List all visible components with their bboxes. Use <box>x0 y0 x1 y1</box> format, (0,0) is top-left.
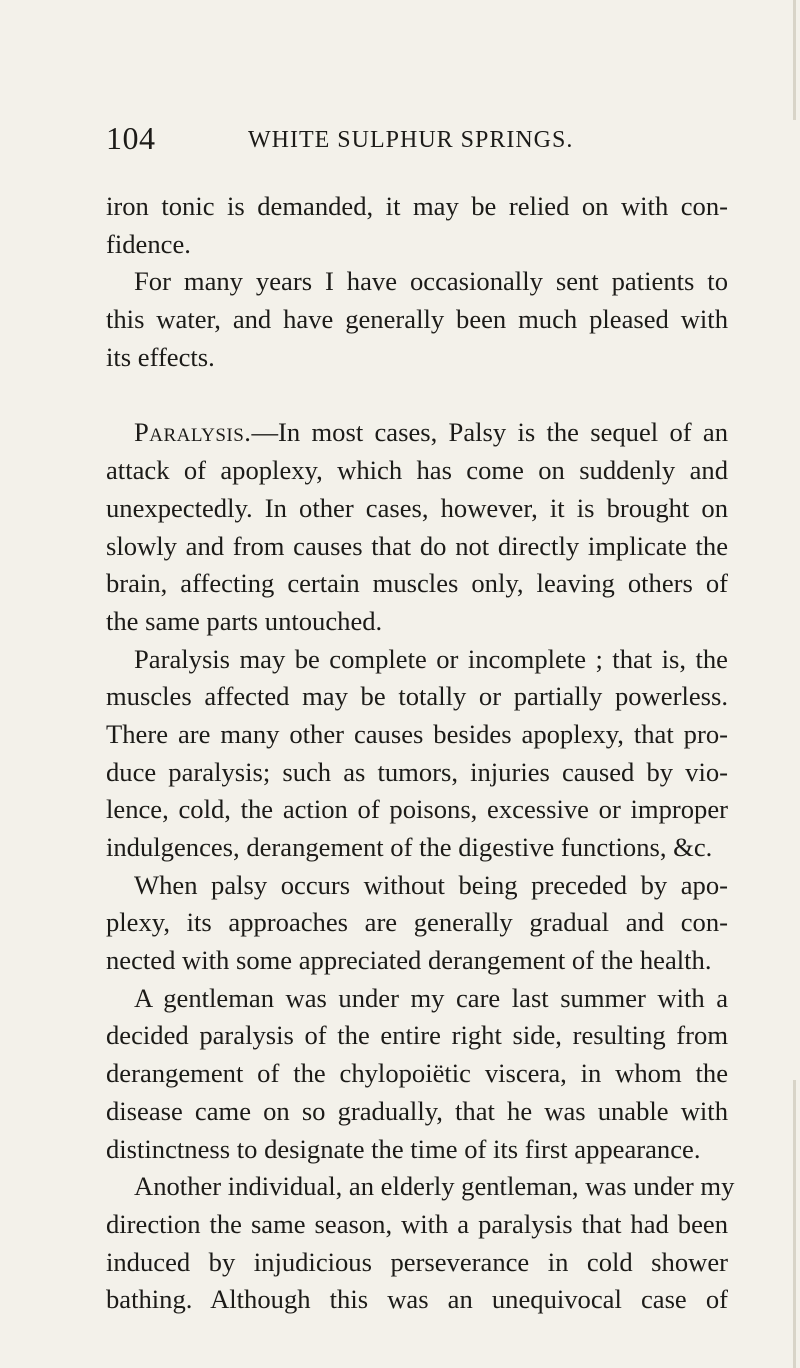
text-line: this water, and have generally been much pleased with <box>106 304 728 335</box>
body-text <box>106 188 735 1319</box>
text-line: brain, affecting certain muscles only, leaving others of <box>106 568 728 599</box>
page-edge-shadow <box>793 1080 796 1368</box>
text-line: indulgences, derangement of the digestive functions, &c. <box>106 832 713 862</box>
text-line: Paralysis may be complete or incomplete ; that is, the <box>134 643 728 674</box>
text-line: direction the same season, with a paralysis that had been <box>106 1208 728 1239</box>
text-line: plexy, its approaches are generally gradual and con- <box>106 907 728 938</box>
running-head <box>106 116 726 160</box>
text-line: For many years I have occasionally sent patients to <box>134 266 728 297</box>
text-line: nected with some appreciated derangement of the health. <box>106 945 712 976</box>
text-line: iron tonic is demanded, it may be relied on with con- <box>106 191 728 221</box>
running-title: WHITE SULPHUR SPRINGS. <box>248 127 574 153</box>
text-line: slowly and from causes that do not directly implicate the <box>106 530 728 561</box>
text-line: induced by injudicious perseverance in cold shower <box>106 1246 728 1277</box>
text-line: attack of apoplexy, which has come on suddenly and <box>106 455 728 486</box>
paragraph-gap <box>106 376 728 414</box>
text-line: unexpectedly. In other cases, however, it is brought on <box>106 492 728 523</box>
text-line: derangement of the chylopoiëtic viscera, in whom the <box>106 1058 728 1089</box>
section-heading-line <box>106 414 728 452</box>
text-line: duce paralysis; such as tumors, injuries caused by vio- <box>106 756 728 787</box>
page-edge-shadow <box>793 0 796 120</box>
text-line: decided paralysis of the entire right side, resulting from <box>106 1020 728 1051</box>
text-line: fidence. <box>106 228 191 259</box>
text-line-continuation: —In most cases, Palsy is the sequel of an <box>251 417 728 448</box>
text-line: When palsy occurs without being preceded by apo- <box>134 869 728 900</box>
text-line: disease came on so gradually, that he was unable with <box>106 1095 728 1126</box>
text-line: There are many other causes besides apoplexy, that pro- <box>106 718 728 749</box>
page-number: 104 <box>106 120 156 156</box>
text-line: Another individual, an elderly gentleman, was under my <box>134 1171 735 1202</box>
text-line: its effects. <box>106 341 215 372</box>
text-line: lence, cold, the action of poisons, excessive or improper <box>106 794 728 825</box>
text-line: muscles affected may be totally or partially powerless. <box>106 681 728 712</box>
text-line: A gentleman was under my care last summer with a <box>134 982 728 1013</box>
section-heading: Paralysis. <box>134 417 252 448</box>
text-line: the same parts untouched. <box>106 605 383 636</box>
text-line: bathing. Although this was an unequivocal case of <box>106 1284 728 1315</box>
text-line: distinctness to designate the time of its first appearance. <box>106 1133 701 1164</box>
